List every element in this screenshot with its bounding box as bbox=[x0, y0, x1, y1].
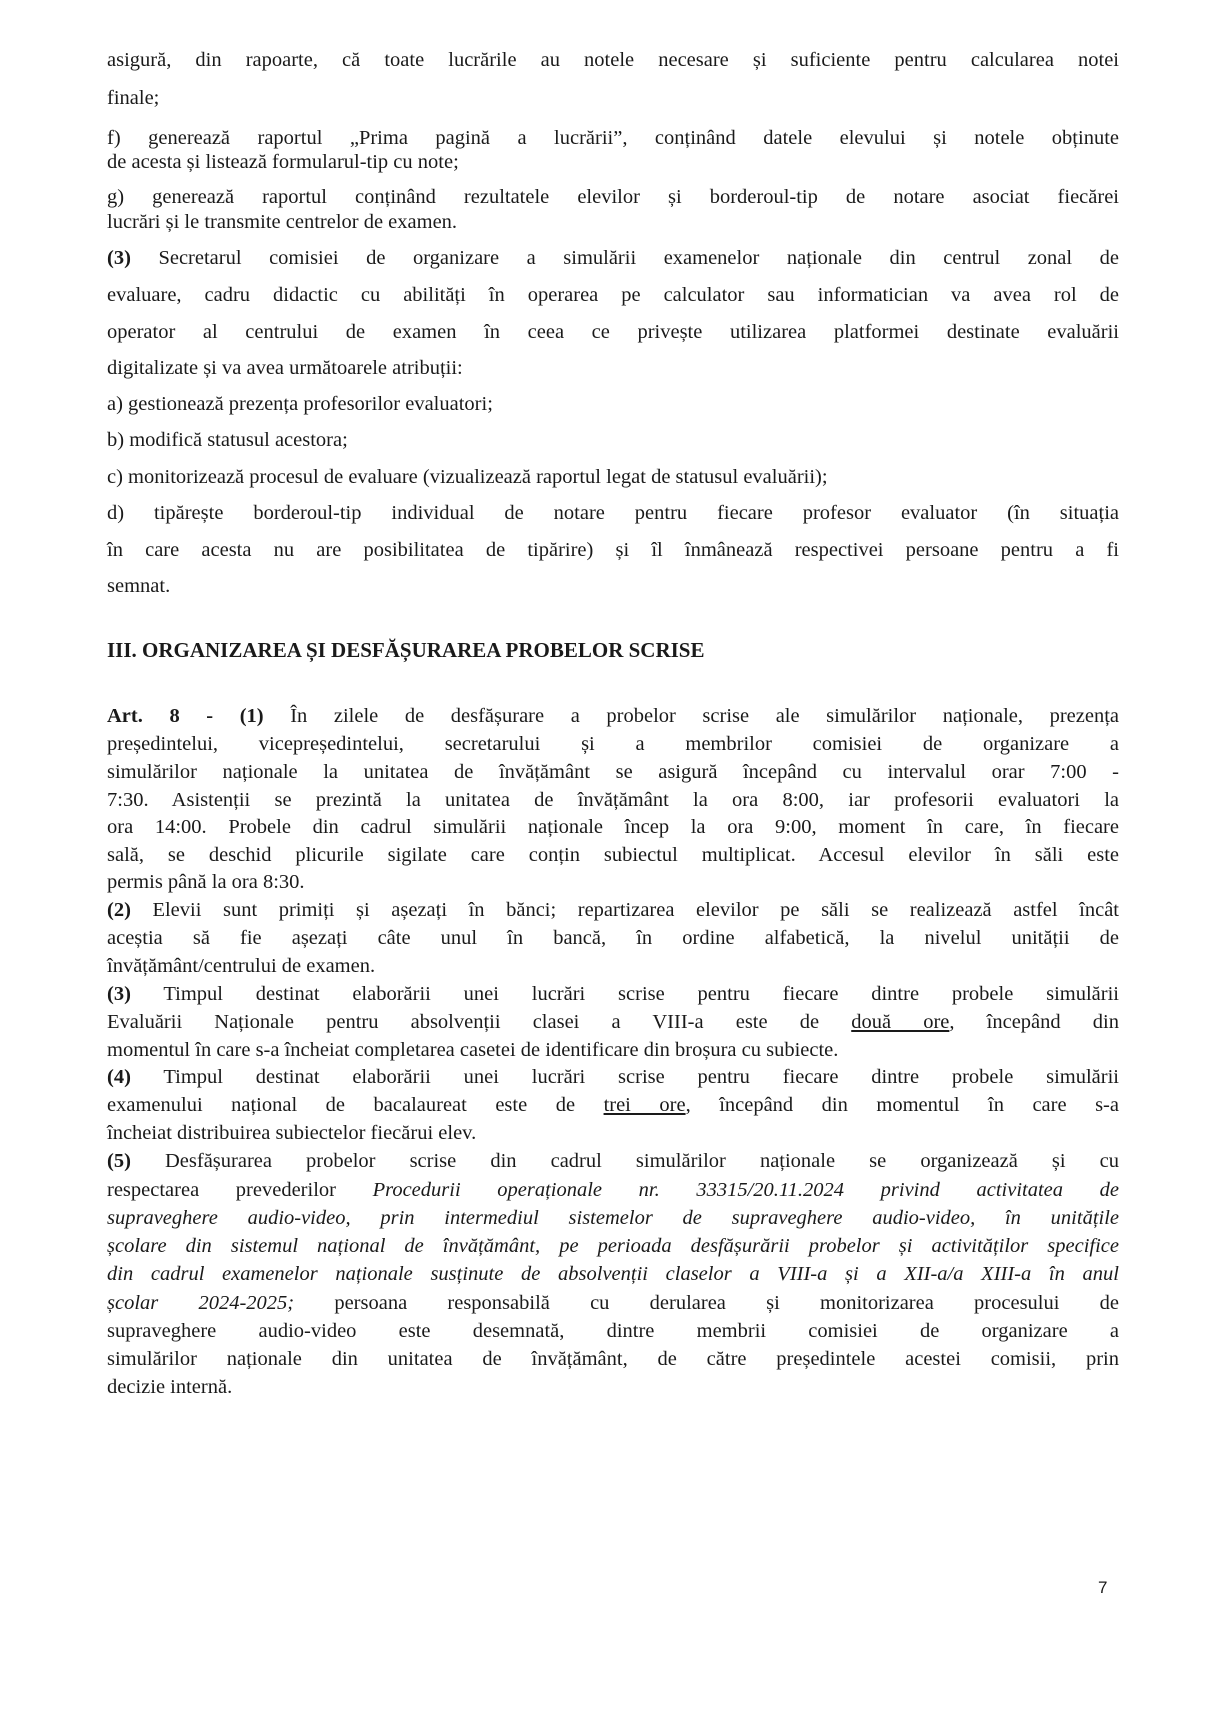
paragraph-5-italic-line: școlare din sistemul național de învățământ, pe perioada desfășurării probelor și activităților specifice bbox=[107, 1235, 1119, 1257]
underlined-duration: două ore bbox=[851, 1011, 950, 1033]
paragraph-label: (5) bbox=[107, 1150, 131, 1172]
school-year: școlar 2024-2025; bbox=[107, 1292, 295, 1314]
article-8-line: sală, se deschid plicurile sigilate care conțin subiectul multiplicat. Accesul elevilor în săli este bbox=[107, 844, 1119, 866]
text-span: Elevii sunt primiți și așezați în bănci; repartizarea elevilor pe săli se realizează astfel încât bbox=[130, 899, 1119, 921]
paragraph-3-line: operator al centrului de examen în ceea ce privește utilizarea platformei destinate evaluării bbox=[107, 321, 1119, 343]
list-item-g-cont: lucrări și le transmite centrelor de examen. bbox=[107, 211, 458, 233]
text-line: finale; bbox=[107, 87, 160, 109]
article-label: Art. 8 - (1) bbox=[107, 705, 264, 727]
text-span: respectarea prevederilor bbox=[107, 1179, 373, 1201]
paragraph-3-line: evaluare, cadru didactic cu abilități în operarea pe calculator sau informatician va avea rol de bbox=[107, 284, 1119, 306]
paragraph-4-line bbox=[107, 1095, 1119, 1116]
text-line: asigură, din rapoarte, că toate lucrările au notele necesare și suficiente pentru calcularea notei bbox=[107, 49, 1119, 71]
paragraph-label: (3) bbox=[107, 247, 131, 269]
text-span: persoana responsabilă cu derularea și monitorizarea procesului de bbox=[294, 1292, 1119, 1314]
paragraph-label: (2) bbox=[107, 899, 131, 921]
text-span: Evaluării Naționale pentru absolvenții clasei a VIII-a este de bbox=[107, 1011, 852, 1033]
page-number: 7 bbox=[1098, 1578, 1108, 1597]
paragraph-3b-line bbox=[107, 1012, 1119, 1033]
text-span: Secretarul comisiei de organizare a simulării examenelor naționale din centrul zonal de bbox=[130, 247, 1119, 269]
underlined-duration: trei ore bbox=[603, 1094, 686, 1116]
text-span: , începând din momentul în care s-a bbox=[685, 1094, 1119, 1116]
paragraph-4-line: încheiat distribuirea subiectelor fiecărui elev. bbox=[107, 1122, 477, 1144]
list-item-f-cont: de acesta și listează formularul-tip cu note; bbox=[107, 151, 459, 173]
article-8-line: ora 14:00. Probele din cadrul simulării naționale încep la ora 9:00, moment în care, în fiecare bbox=[107, 816, 1119, 838]
paragraph-5-line bbox=[107, 1151, 1119, 1172]
text-span: examenului național de bacalaureat este de bbox=[107, 1094, 604, 1116]
paragraph-2-line bbox=[107, 900, 1119, 921]
list-item-b: b) modifică statusul acestora; bbox=[107, 429, 348, 451]
paragraph-5-line bbox=[107, 1293, 1119, 1314]
article-8-line: simulărilor naționale la unitatea de învățământ se asigură începând cu intervalul orar 7:00 - bbox=[107, 761, 1119, 783]
paragraph-3b-line: momentul în care s-a încheiat completarea casetei de identificare din broșura cu subiecte. bbox=[107, 1039, 839, 1061]
paragraph-5-line: simulărilor naționale din unitatea de învățământ, de către președintele acestei comisii, prin bbox=[107, 1348, 1119, 1370]
text-span: Timpul destinat elaborării unei lucrări scrise pentru fiecare dintre probele simulării bbox=[130, 1066, 1119, 1088]
list-item-d-cont: semnat. bbox=[107, 575, 171, 597]
paragraph-5-line bbox=[107, 1180, 1119, 1201]
procedure-reference: Procedurii operaționale nr. 33315/20.11.2024 privind activitatea de bbox=[372, 1179, 1119, 1201]
paragraph-3-line: digitalizate și va avea următoarele atribuții: bbox=[107, 357, 463, 379]
paragraph-3-line bbox=[107, 248, 1119, 269]
text-span: Desfășurarea probelor scrise din cadrul simulărilor naționale se organizează și cu bbox=[130, 1150, 1119, 1172]
article-8-line bbox=[107, 706, 1119, 727]
list-item-d: d) tipărește borderoul-tip individual de notare pentru fiecare profesor evaluator (în situația bbox=[107, 502, 1119, 524]
text-span: , începând din bbox=[949, 1011, 1119, 1033]
paragraph-label: (3) bbox=[107, 983, 131, 1005]
paragraph-3b-line bbox=[107, 984, 1119, 1005]
text-span: Timpul destinat elaborării unei lucrări scrise pentru fiecare dintre probele simulării bbox=[130, 983, 1119, 1005]
list-item-g: g) generează raportul conținând rezultatele elevilor și borderoul-tip de notare asociat fiecărei bbox=[107, 186, 1119, 208]
article-8-line: permis până la ora 8:30. bbox=[107, 871, 305, 893]
paragraph-2-line: învățământ/centrului de examen. bbox=[107, 955, 376, 977]
paragraph-5-line: supraveghere audio-video este desemnată, dintre membrii comisiei de organizare a bbox=[107, 1320, 1119, 1342]
paragraph-5-italic-line: din cadrul examenelor naționale susținute de absolvenții claselor a VIII-a și a XII-a/a XIII-a în anul bbox=[107, 1263, 1119, 1285]
list-item-c: c) monitorizează procesul de evaluare (vizualizează raportul legat de statusul evaluării); bbox=[107, 466, 828, 488]
list-item-f: f) generează raportul „Prima pagină a lucrării”, conținând datele elevului și notele obținute bbox=[107, 127, 1119, 149]
text-span: În zilele de desfășurare a probelor scrise ale simulărilor naționale, prezența bbox=[263, 705, 1119, 727]
article-8-line: președintelui, vicepreședintelui, secretarului și a membrilor comisiei de organizare a bbox=[107, 733, 1119, 755]
article-8-line: 7:30. Asistenții se prezintă la unitatea de învățământ la ora 8:00, iar profesorii evaluatori la bbox=[107, 789, 1119, 811]
list-item-d-cont: în care acesta nu are posibilitatea de tipărire) și îl înmânează respectivei persoane pentru a fi bbox=[107, 539, 1119, 561]
paragraph-5-italic-line: supraveghere audio-video, prin intermediul sistemelor de supraveghere audio-video, în unitățile bbox=[107, 1207, 1119, 1229]
list-item-a: a) gestionează prezența profesorilor evaluatori; bbox=[107, 393, 493, 415]
paragraph-label: (4) bbox=[107, 1066, 131, 1088]
section-heading: III. ORGANIZAREA ȘI DESFĂȘURAREA PROBELOR SCRISE bbox=[107, 638, 705, 662]
paragraph-5-line: decizie internă. bbox=[107, 1376, 233, 1398]
paragraph-4-line bbox=[107, 1067, 1119, 1088]
paragraph-2-line: aceștia să fie așezați câte unul în bancă, în ordine alfabetică, la nivelul unității de bbox=[107, 927, 1119, 949]
